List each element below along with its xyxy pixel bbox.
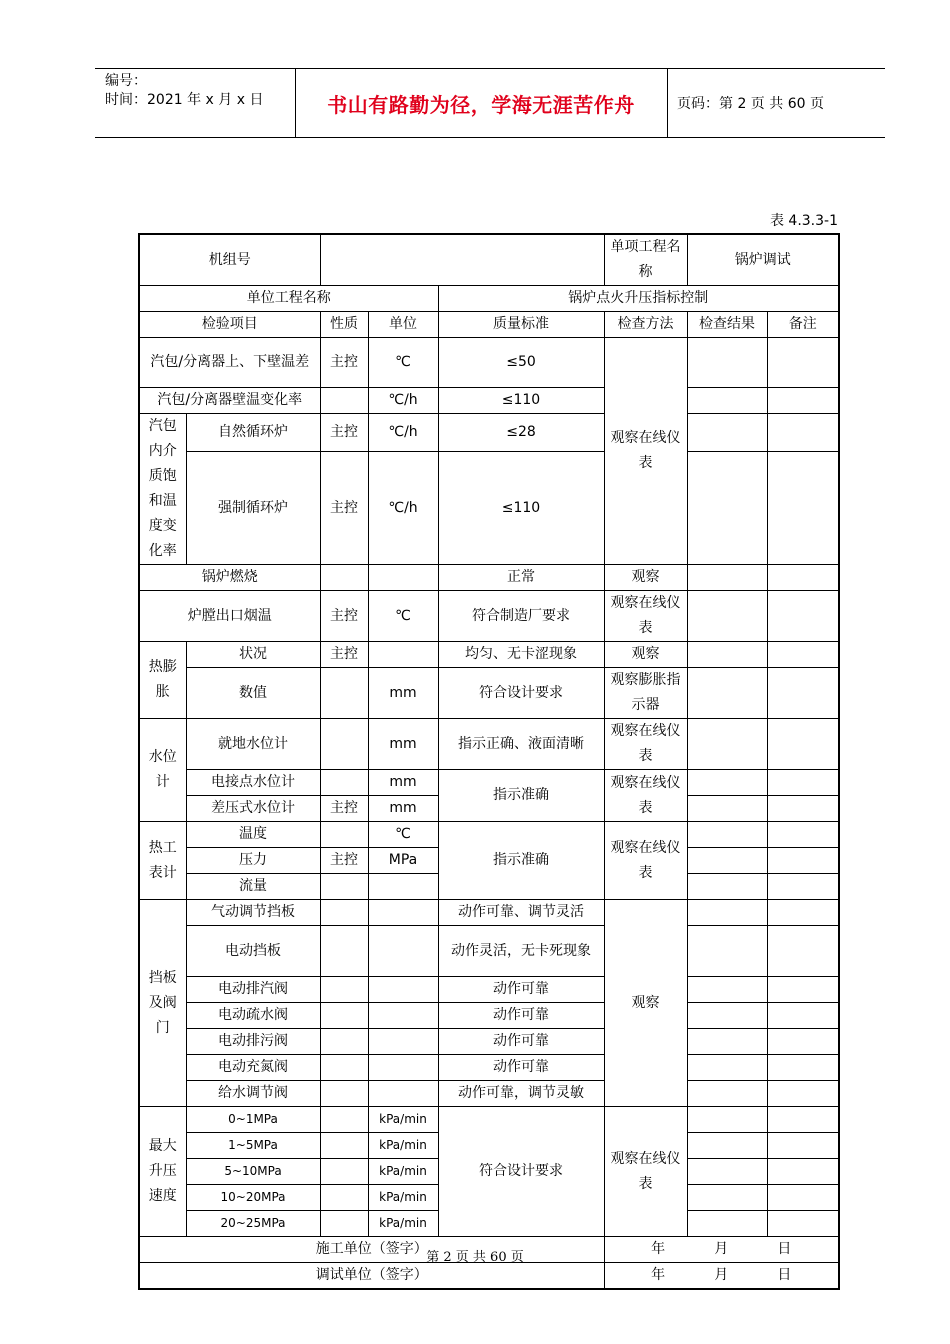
standard-cell: 符合制造厂要求 <box>438 591 604 642</box>
method-cell: 观察 <box>604 642 687 668</box>
result-cell[interactable] <box>687 822 767 848</box>
standard-cell: 动作可靠 <box>438 1003 604 1029</box>
item-cell: 给水调节阀 <box>186 1081 320 1107</box>
unit-cell: mm <box>368 668 438 719</box>
standard-cell: 动作可靠，调节灵敏 <box>438 1081 604 1107</box>
nature-cell <box>320 900 368 926</box>
item-cell: 10~20MPa <box>186 1185 320 1211</box>
remark-cell[interactable] <box>767 900 839 926</box>
time-label: 时间：2021 年 x 月 x 日 <box>105 92 264 108</box>
nature-cell <box>320 1133 368 1159</box>
item-cell: 炉膛出口烟温 <box>139 591 320 642</box>
result-cell[interactable] <box>687 1003 767 1029</box>
table-row <box>139 1081 839 1107</box>
item-cell: 电动充氮阀 <box>186 1055 320 1081</box>
item-cell: 流量 <box>186 874 320 900</box>
item-cell: 电动排污阀 <box>186 1029 320 1055</box>
table-row <box>139 668 839 719</box>
nature-cell <box>320 1107 368 1133</box>
unit-cell <box>368 642 438 668</box>
unit-cell: kPa/min <box>368 1159 438 1185</box>
nature-cell <box>320 388 368 414</box>
unit-cell: ℃ <box>368 822 438 848</box>
method-cell: 观察 <box>604 900 687 1107</box>
standard-cell: 动作灵活，无卡死现象 <box>438 926 604 977</box>
method-cell: 观察 <box>604 565 687 591</box>
nature-cell: 主控 <box>320 452 368 565</box>
nature-cell <box>320 1185 368 1211</box>
nature-cell <box>320 1081 368 1107</box>
column-header: 检查方法 <box>604 312 687 338</box>
commissioning-sign-label: 调试单位（签字） <box>139 1263 604 1290</box>
method-cell: 观察在线仪表 <box>604 719 687 770</box>
result-cell[interactable] <box>687 591 767 642</box>
nature-cell <box>320 1003 368 1029</box>
item-cell: 汽包/分离器上、下壁温差 <box>139 338 320 388</box>
item-cell: 压力 <box>186 848 320 874</box>
item-cell: 自然循环炉 <box>186 414 320 452</box>
page-footer: 第 2 页 共 60 页 <box>426 1250 524 1265</box>
method-cell: 观察在线仪表 <box>604 822 687 900</box>
standard-cell: 正常 <box>438 565 604 591</box>
unit-cell: mm <box>368 719 438 770</box>
result-cell[interactable] <box>687 642 767 668</box>
result-cell[interactable] <box>687 796 767 822</box>
table-row <box>139 234 839 286</box>
table-row <box>139 565 839 591</box>
result-cell[interactable] <box>687 770 767 796</box>
result-cell[interactable] <box>687 414 767 452</box>
table-row <box>139 452 839 565</box>
item-cell: 电动排汽阀 <box>186 977 320 1003</box>
sub-project-label: 单项工程名称 <box>604 234 687 286</box>
result-cell[interactable] <box>687 1133 767 1159</box>
standard-cell: ≤110 <box>438 452 604 565</box>
result-cell[interactable] <box>687 1159 767 1185</box>
unit-cell: kPa/min <box>368 1185 438 1211</box>
unit-cell: ℃ <box>368 338 438 388</box>
nature-cell: 主控 <box>320 338 368 388</box>
signature-row <box>139 1263 839 1290</box>
result-cell[interactable] <box>687 565 767 591</box>
column-header: 检验项目 <box>139 312 320 338</box>
unit-project-label: 单位工程名称 <box>139 286 438 312</box>
nature-cell <box>320 1211 368 1237</box>
result-cell[interactable] <box>687 1081 767 1107</box>
remark-cell[interactable] <box>767 1029 839 1055</box>
result-cell[interactable] <box>687 926 767 977</box>
header-motto: 书山有路勤为径，学海无涯苦作舟 <box>327 93 635 117</box>
nature-cell <box>320 668 368 719</box>
number-label: 编号： <box>105 73 147 89</box>
item-cell: 20~25MPa <box>186 1211 320 1237</box>
table-row <box>139 822 839 848</box>
header-meta <box>105 72 263 110</box>
nature-cell <box>320 977 368 1003</box>
result-cell[interactable] <box>687 668 767 719</box>
table-row <box>139 338 839 388</box>
remark-cell[interactable] <box>767 388 839 414</box>
nature-cell <box>320 1029 368 1055</box>
result-cell[interactable] <box>687 719 767 770</box>
item-cell: 就地水位计 <box>186 719 320 770</box>
standard-cell: 动作可靠 <box>438 1055 604 1081</box>
remark-cell[interactable] <box>767 642 839 668</box>
nature-cell: 主控 <box>320 642 368 668</box>
remark-cell[interactable] <box>767 1211 839 1237</box>
header-divider <box>667 69 668 137</box>
group-cell: 热工表计 <box>139 822 186 900</box>
unit-cell <box>368 1081 438 1107</box>
unit-cell <box>368 1003 438 1029</box>
column-header: 检查结果 <box>687 312 767 338</box>
table-row <box>139 900 839 926</box>
table-row <box>139 926 839 977</box>
standard-cell: 符合设计要求 <box>438 668 604 719</box>
standard-cell: 指示准确 <box>438 822 604 900</box>
remark-cell[interactable] <box>767 926 839 977</box>
month-label: 月 <box>714 1267 729 1283</box>
remark-cell[interactable] <box>767 668 839 719</box>
remark-cell[interactable] <box>767 977 839 1003</box>
header-page-info: 页码：第 2 页 共 60 页 <box>677 96 824 112</box>
nature-cell <box>320 1159 368 1185</box>
result-cell[interactable] <box>687 1211 767 1237</box>
item-cell: 1~5MPa <box>186 1133 320 1159</box>
unit-project-value: 锅炉点火升压指标控制 <box>438 286 839 312</box>
group-cell: 水位计 <box>139 719 186 822</box>
standard-cell: ≤28 <box>438 414 604 452</box>
standard-cell: 均匀、无卡涩现象 <box>438 642 604 668</box>
item-cell: 5~10MPa <box>186 1159 320 1185</box>
table-number: 表 4.3.3-1 <box>769 213 838 229</box>
unit-cell <box>368 900 438 926</box>
nature-cell <box>320 565 368 591</box>
day-label: 日 <box>777 1241 792 1257</box>
method-cell: 观察在线仪表 <box>604 1107 687 1237</box>
column-header: 单位 <box>368 312 438 338</box>
table-row <box>139 642 839 668</box>
unit-cell: ℃ <box>368 591 438 642</box>
unit-cell: mm <box>368 796 438 822</box>
method-cell: 观察在线仪表 <box>604 770 687 822</box>
inspection-form-table <box>138 233 840 1290</box>
construction-sign-label: 施工单位（签字） <box>139 1237 604 1263</box>
unit-cell <box>368 926 438 977</box>
item-cell: 状况 <box>186 642 320 668</box>
item-cell: 锅炉燃烧 <box>139 565 320 591</box>
item-cell: 电动疏水阀 <box>186 1003 320 1029</box>
table-row <box>139 1055 839 1081</box>
standard-cell: ≤50 <box>438 338 604 388</box>
table-header-row <box>139 312 839 338</box>
nature-cell: 主控 <box>320 591 368 642</box>
result-cell[interactable] <box>687 874 767 900</box>
result-cell[interactable] <box>687 452 767 565</box>
item-cell: 汽包/分离器壁温变化率 <box>139 388 320 414</box>
table-row <box>139 414 839 452</box>
standard-cell: 动作可靠 <box>438 1029 604 1055</box>
unit-cell: mm <box>368 770 438 796</box>
remark-cell[interactable] <box>767 565 839 591</box>
item-cell: 温度 <box>186 822 320 848</box>
table-row <box>139 770 839 796</box>
item-cell: 电接点水位计 <box>186 770 320 796</box>
sub-project-value: 锅炉调试 <box>687 234 839 286</box>
remark-cell[interactable] <box>767 1003 839 1029</box>
standard-cell: ≤110 <box>438 388 604 414</box>
remark-cell[interactable] <box>767 1055 839 1081</box>
method-cell: 观察在线仪表 <box>604 591 687 642</box>
result-cell[interactable] <box>687 1029 767 1055</box>
result-cell[interactable] <box>687 338 767 388</box>
commissioning-sign-date[interactable] <box>604 1263 839 1290</box>
unit-cell: ℃/h <box>368 388 438 414</box>
method-cell: 观察在线仪表 <box>604 338 687 565</box>
remark-cell[interactable] <box>767 414 839 452</box>
table-row <box>139 1003 839 1029</box>
remark-cell[interactable] <box>767 822 839 848</box>
item-cell: 电动挡板 <box>186 926 320 977</box>
item-cell: 数值 <box>186 668 320 719</box>
nature-cell <box>320 926 368 977</box>
remark-cell[interactable] <box>767 770 839 796</box>
column-header: 质量标准 <box>438 312 604 338</box>
group-cell: 汽包内介质饱和温度变化率 <box>139 414 186 565</box>
unit-cell <box>368 1029 438 1055</box>
remark-cell[interactable] <box>767 848 839 874</box>
standard-cell: 动作可靠、调节灵活 <box>438 900 604 926</box>
nature-cell <box>320 822 368 848</box>
column-header: 备注 <box>767 312 839 338</box>
year-label: 年 <box>651 1267 666 1283</box>
remark-cell[interactable] <box>767 796 839 822</box>
nature-cell <box>320 770 368 796</box>
unit-cell <box>368 565 438 591</box>
method-cell: 观察膨胀指示器 <box>604 668 687 719</box>
table-row <box>139 388 839 414</box>
unit-cell: ℃/h <box>368 452 438 565</box>
item-cell: 差压式水位计 <box>186 796 320 822</box>
remark-cell[interactable] <box>767 1159 839 1185</box>
unit-cell: ℃/h <box>368 414 438 452</box>
standard-cell: 符合设计要求 <box>438 1107 604 1237</box>
nature-cell: 主控 <box>320 848 368 874</box>
table-row <box>139 591 839 642</box>
remark-cell[interactable] <box>767 719 839 770</box>
group-cell: 挡板及阀门 <box>139 900 186 1107</box>
unit-cell <box>368 1055 438 1081</box>
result-cell[interactable] <box>687 388 767 414</box>
unit-cell <box>368 874 438 900</box>
nature-cell <box>320 1055 368 1081</box>
table-row <box>139 1029 839 1055</box>
remark-cell[interactable] <box>767 874 839 900</box>
item-cell: 0~1MPa <box>186 1107 320 1133</box>
item-cell: 强制循环炉 <box>186 452 320 565</box>
year-label: 年 <box>651 1241 666 1257</box>
nature-cell: 主控 <box>320 796 368 822</box>
column-header: 性质 <box>320 312 368 338</box>
result-cell[interactable] <box>687 977 767 1003</box>
nature-cell <box>320 719 368 770</box>
day-label: 日 <box>777 1267 792 1283</box>
unit-cell: MPa <box>368 848 438 874</box>
group-cell: 最大升压速度 <box>139 1107 186 1237</box>
standard-cell: 指示准确 <box>438 770 604 822</box>
nature-cell: 主控 <box>320 414 368 452</box>
result-cell[interactable] <box>687 1185 767 1211</box>
remark-cell[interactable] <box>767 1107 839 1133</box>
table-row <box>139 977 839 1003</box>
month-label: 月 <box>714 1241 729 1257</box>
remark-cell[interactable] <box>767 1081 839 1107</box>
standard-cell: 动作可靠 <box>438 977 604 1003</box>
unit-no-label: 机组号 <box>139 234 320 286</box>
unit-no-value[interactable] <box>320 234 604 286</box>
table-row <box>139 286 839 312</box>
remark-cell[interactable] <box>767 1185 839 1211</box>
unit-cell: kPa/min <box>368 1107 438 1133</box>
remark-cell[interactable] <box>767 1133 839 1159</box>
item-cell: 气动调节挡板 <box>186 900 320 926</box>
table-row <box>139 719 839 770</box>
unit-cell: kPa/min <box>368 1211 438 1237</box>
nature-cell <box>320 874 368 900</box>
remark-cell[interactable] <box>767 591 839 642</box>
unit-cell: kPa/min <box>368 1133 438 1159</box>
remark-cell[interactable] <box>767 452 839 565</box>
group-cell: 热膨胀 <box>139 642 186 719</box>
remark-cell[interactable] <box>767 338 839 388</box>
page-header <box>95 68 885 138</box>
table-row <box>139 1107 839 1133</box>
result-cell[interactable] <box>687 900 767 926</box>
result-cell[interactable] <box>687 1107 767 1133</box>
standard-cell: 指示正确、液面清晰 <box>438 719 604 770</box>
unit-cell <box>368 977 438 1003</box>
result-cell[interactable] <box>687 1055 767 1081</box>
result-cell[interactable] <box>687 848 767 874</box>
